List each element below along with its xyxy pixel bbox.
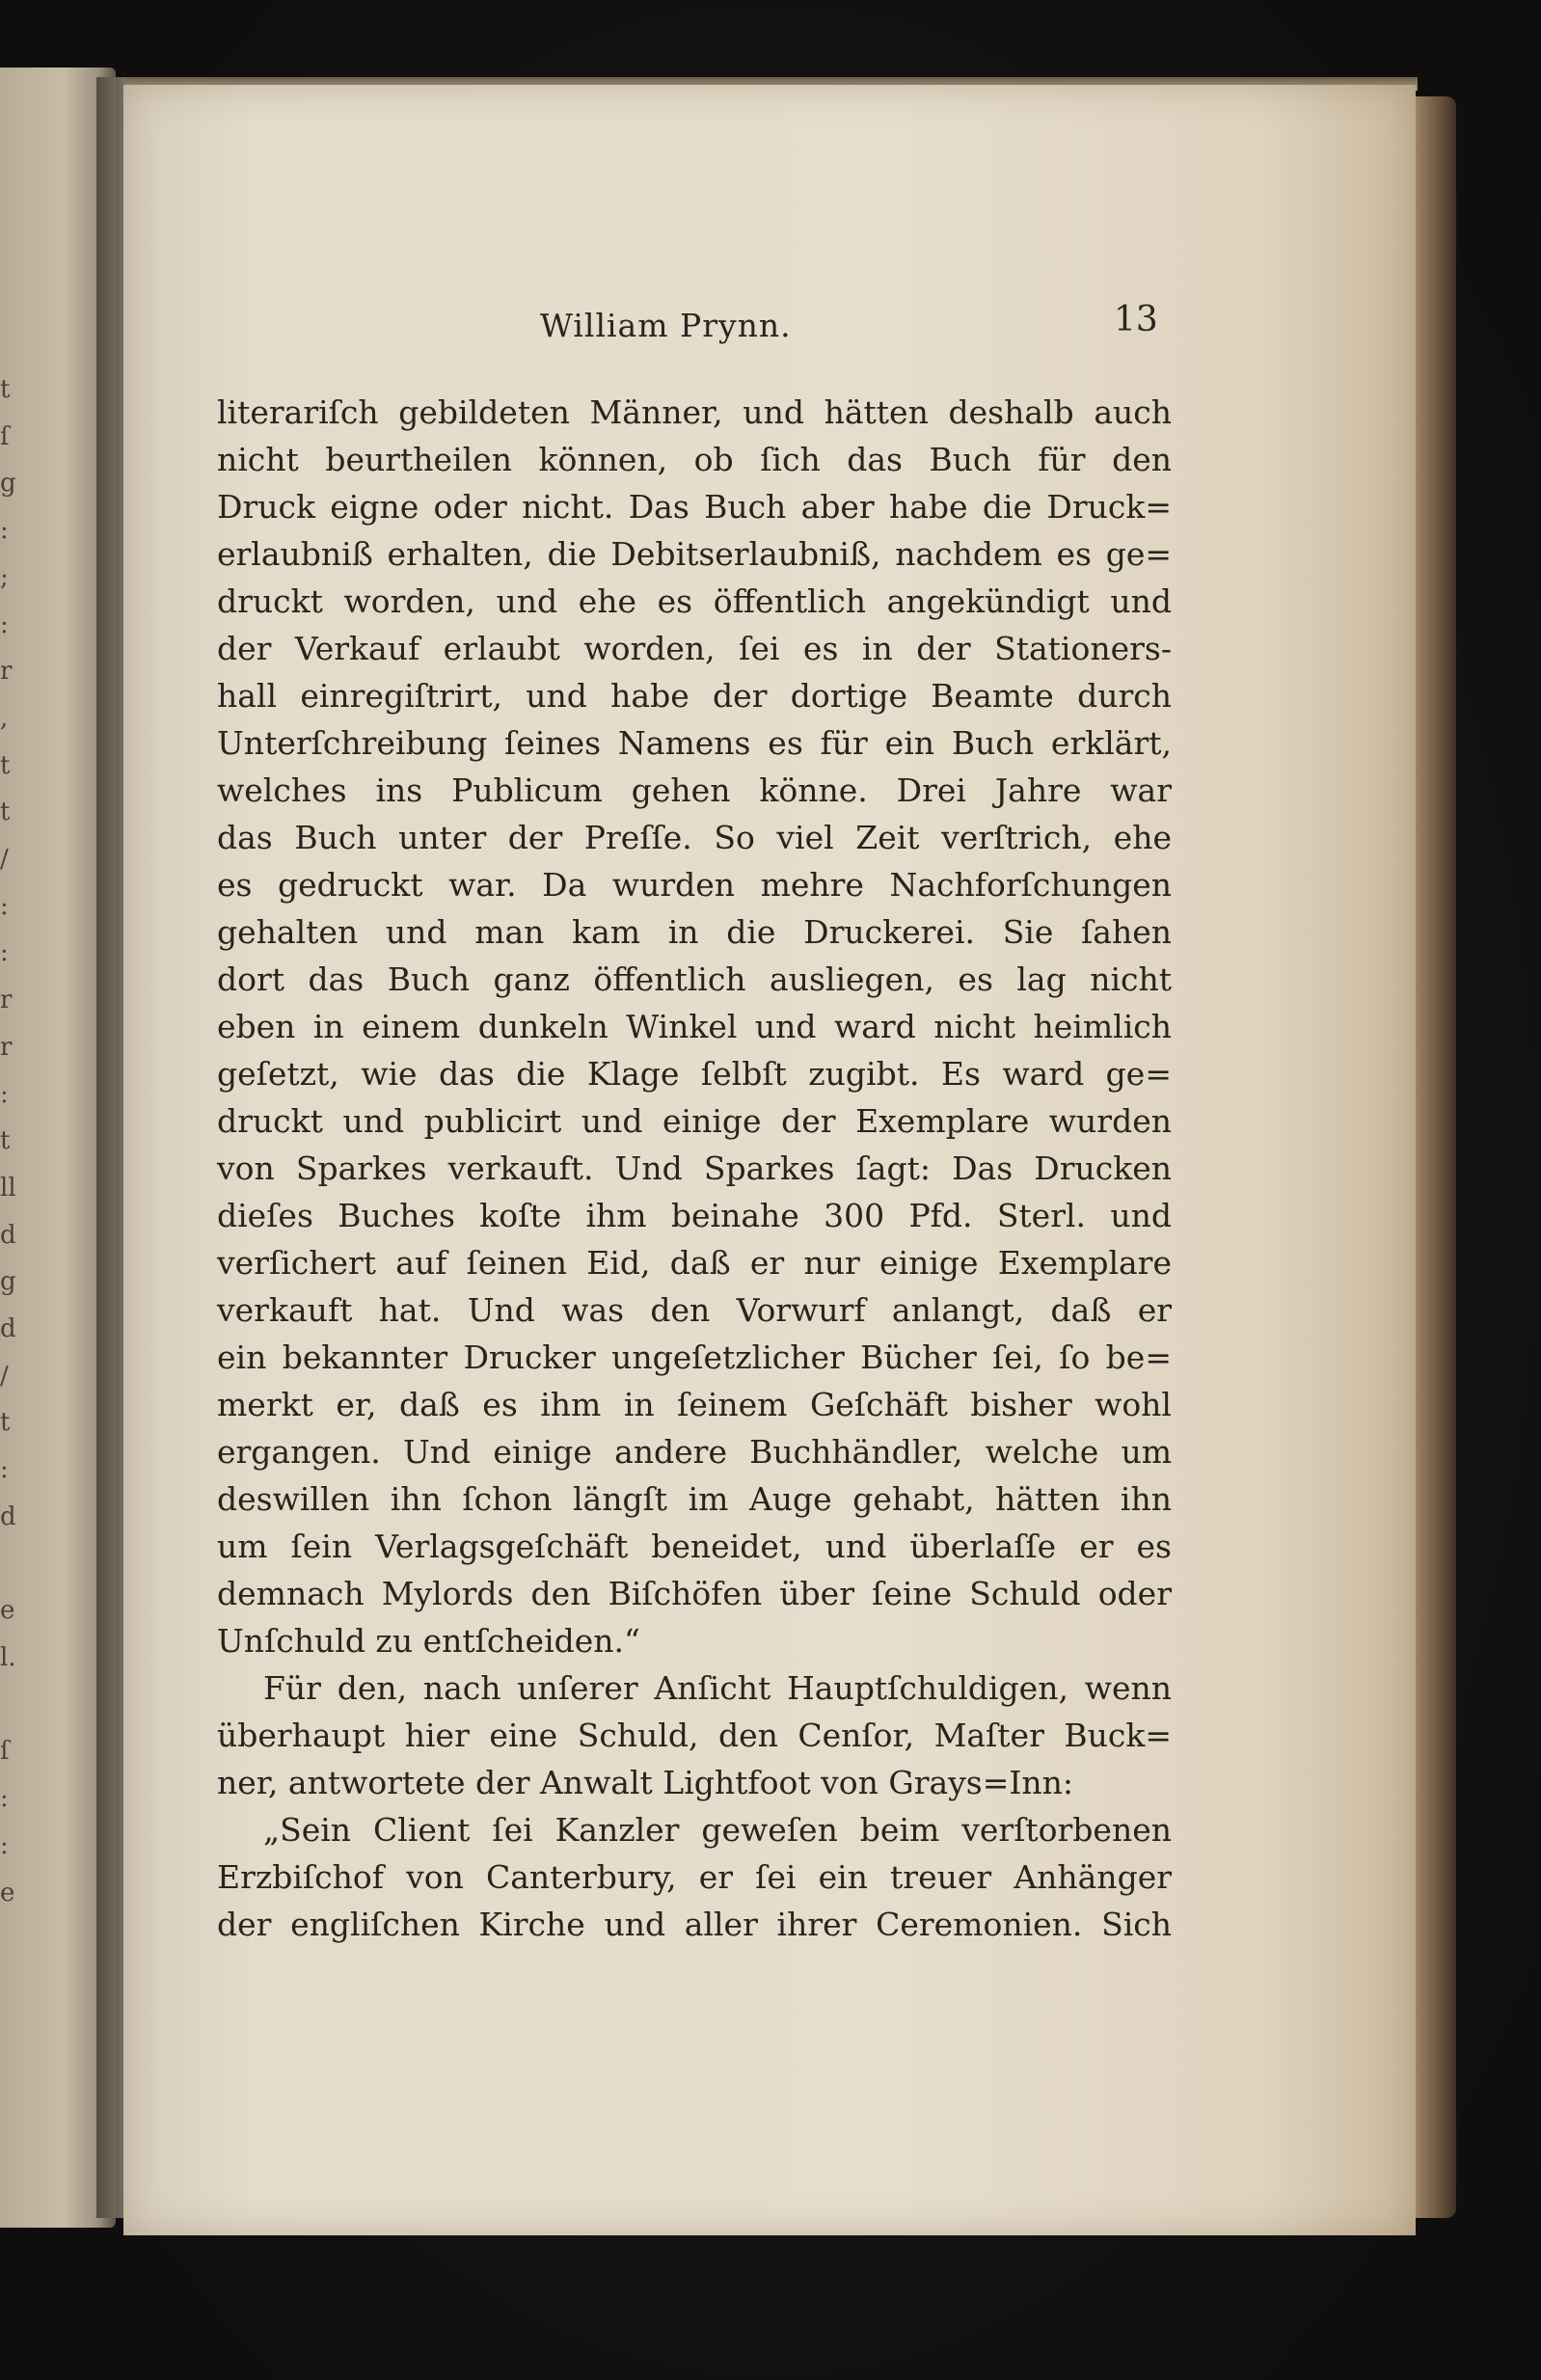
text-line-paragraph-end: Unſchuld zu entſcheiden.“ [217,1622,640,1660]
text-line: geſetzt, wie das die Klage ſelbſt zugibt. Es ward ge= [217,1055,1172,1093]
text-line: ein bekannter Drucker ungeſetzlicher Bücher ſei, ſo be= [217,1339,1172,1376]
text-line-paragraph-start: Für den, nach unſerer Anſicht Hauptſchuldigen, wenn [263,1669,1172,1707]
text-line: überhaupt hier eine Schuld, den Cenſor, Maſter Buck= [217,1717,1172,1754]
text-line: deswillen ihn ſchon längſt im Auge gehabt, hätten ihn [217,1480,1172,1518]
text-line: der Verkauf erlaubt worden, ſei es in der Stationers- [217,630,1172,667]
text-line: gehalten und man kam in die Druckerei. Sie ſahen [217,913,1172,951]
text-line: eben in einem dunkeln Winkel und ward nicht heimlich [217,1008,1172,1045]
text-line-paragraph-start: „Sein Client ſei Kanzler geweſen beim verſtorbenen [263,1811,1172,1849]
text-line: dieſes Buches koſte ihm beinahe 300 Pfd. Sterl. und [217,1197,1172,1234]
text-line-paragraph-end: ner, antwortete der Anwalt Lightfoot von Grays=Inn: [217,1764,1074,1801]
text-line: Unterſchreibung ſeines Namens es für ein Buch erklärt, [217,724,1172,762]
text-line: es gedruckt war. Da wurden mehre Nachforſchungen [217,866,1172,904]
text-line: von Sparkes verkauft. Und Sparkes ſagt: Das Drucken [217,1149,1172,1187]
text-line: das Buch unter der Preſſe. So viel Zeit verſtrich, ehe [217,819,1172,856]
text-line: welches ins Publicum gehen könne. Drei Jahre war [217,771,1172,809]
text-line: literariſch gebildeten Männer, und hätten deshalb auch [217,393,1172,431]
running-title: William Prynn. [540,307,792,344]
text-line: ergangen. Und einige andere Buchhändler, welche um [217,1433,1172,1471]
text-line: dort das Buch ganz öffentlich ausliegen, es lag nicht [217,960,1172,998]
text-line: erlaubniß erhalten, die Debitserlaubniß, nachdem es ge= [217,535,1172,573]
text-line: hall einregiſtrirt, und habe der dortige Beamte durch [217,677,1172,715]
text-line: verkauft hat. Und was den Vorwurf anlangt, daß er [217,1291,1172,1329]
text-line: druckt und publicirt und einige der Exemplare wurden [217,1102,1172,1140]
text-line: um ſein Verlagsgeſchäft beneidet, und überlaſſe er es [217,1528,1172,1565]
text-line: nicht beurtheilen können, ob ſich das Buch für den [217,441,1172,478]
text-line: verſichert auf ſeinen Eid, daß er nur einige Exemplare [217,1244,1172,1282]
text-line: merkt er, daß es ihm in ſeinem Geſchäft bisher wohl [217,1386,1172,1423]
text-line: Erzbiſchof von Canterbury, er ſei ein treuer Anhänger [217,1858,1172,1896]
left-page-margin-letters: t ſ g : ; : r , t t / : : r r : t ll d g d / t : d e l. ſ : : e [0,375,16,1907]
text-line: der engliſchen Kirche und aller ihrer Ceremonien. Sich [217,1906,1172,1943]
text-line: druckt worden, und ehe es öffentlich angekündigt und [217,582,1172,620]
page-number: 13 [1114,300,1158,339]
text-line: demnach Mylords den Biſchöfen über ſeine Schuld oder [217,1575,1172,1612]
page-body-text [217,389,1172,1948]
text-line: Druck eigne oder nicht. Das Buch aber habe die Druck= [217,488,1172,526]
